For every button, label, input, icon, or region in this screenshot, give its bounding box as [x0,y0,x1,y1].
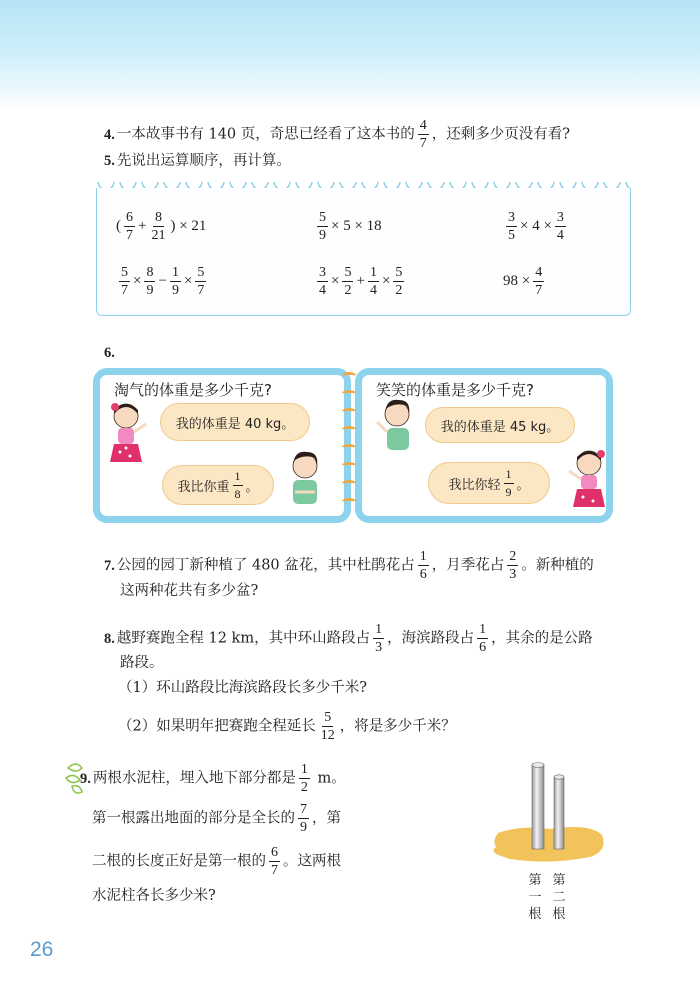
header-sky-gradient [0,0,700,110]
expression-3: $\frac{3}{5}$ × 4 × $\frac{3}{4}$ [508,210,564,243]
expression-1: ( $\frac{6}{7}$ + $\frac{8}{21}$ ) × 21 [116,210,207,243]
expression-2: $\frac{5}{9}$ × 5 × 18 [319,210,382,243]
question-9: 9. 两根水泥柱，埋入地下部分都是 $\frac{1}{2}$ m。 [80,762,346,795]
question-9-line-3: 二根的长度正好是第一根的 $\frac{6}{7}$ 。这两根 [92,845,341,878]
pillar-label-2: 第二根 [552,873,566,922]
question-8-line-2: 路段。 [120,655,164,671]
question-5: 5. 先说出运算顺序，再计算。 [104,153,291,169]
pillar-label-1: 第一根 [528,873,542,922]
boy-illustration-icon [375,398,417,460]
girl-illustration-icon [565,447,609,513]
question-8-sub-1: （1）环山路段比海滨路段长多少千米? [118,680,367,696]
expression-5: $\frac{3}{4}$ × $\frac{5}{2}$ + $\frac{1}{4}$ × $\frac{5}{2}$ [319,265,403,298]
question-6: 6. [104,345,115,361]
speech-bubble-girl-left: 我的体重是 40 kg。 [160,403,310,441]
notebook-rings [340,372,358,522]
fraction: $\frac{4}{7}$ [419,118,427,151]
boy-illustration-icon [285,450,325,514]
panel-left: 淘气的体重是多少千克? [93,368,351,523]
girl-illustration-icon [100,400,152,472]
expression-6: 98 × $\frac{4}{7}$ [503,265,543,298]
question-9-line-4: 水泥柱各长多少米? [92,888,216,904]
question-8: 8. 越野赛跑全程 12 km，其中环山路段占 $\frac{1}{3}$ ，海滨路段占 $\frac{1}{6}$ ，其余的是公路 [104,622,593,655]
speech-bubble-boy-left: 我比你重 $\frac{1}{8}$ 。 [162,465,274,505]
question-9-line-2: 第一根露出地面的部分是全长的 $\frac{7}{9}$ ，第 [92,802,341,835]
speech-bubble-boy-right: 我的体重是 45 kg。 [425,407,575,443]
question-4: 4. 一本故事书有 140 页，奇思已经看了这本书的 $\frac{4}{7}$ ，还剩多少页没有看? [104,118,571,151]
question-7: 7. 公园的园丁新种植了 480 盆花，其中杜鹃花占 $\frac{1}{6}$ ，月季花占 $\frac{2}{3}$ 。新种植的 [104,549,594,582]
question-7-line-2: 这两种花共有多少盆? [120,583,259,599]
question-8-sub-2: （2）如果明年把赛跑全程延长 $\frac{5}{12}$ ，将是多少千米？ [118,710,456,743]
speech-bubble-girl-right: 我比你轻 $\frac{1}{9}$ 。 [428,462,550,504]
page-number: 26 [30,938,54,961]
expression-4: $\frac{5}{7}$ × $\frac{8}{9}$ − $\frac{1}{9}$ × $\frac{5}{7}$ [121,265,205,298]
panel-right: 笑笑的体重是多少千克? [355,368,613,523]
